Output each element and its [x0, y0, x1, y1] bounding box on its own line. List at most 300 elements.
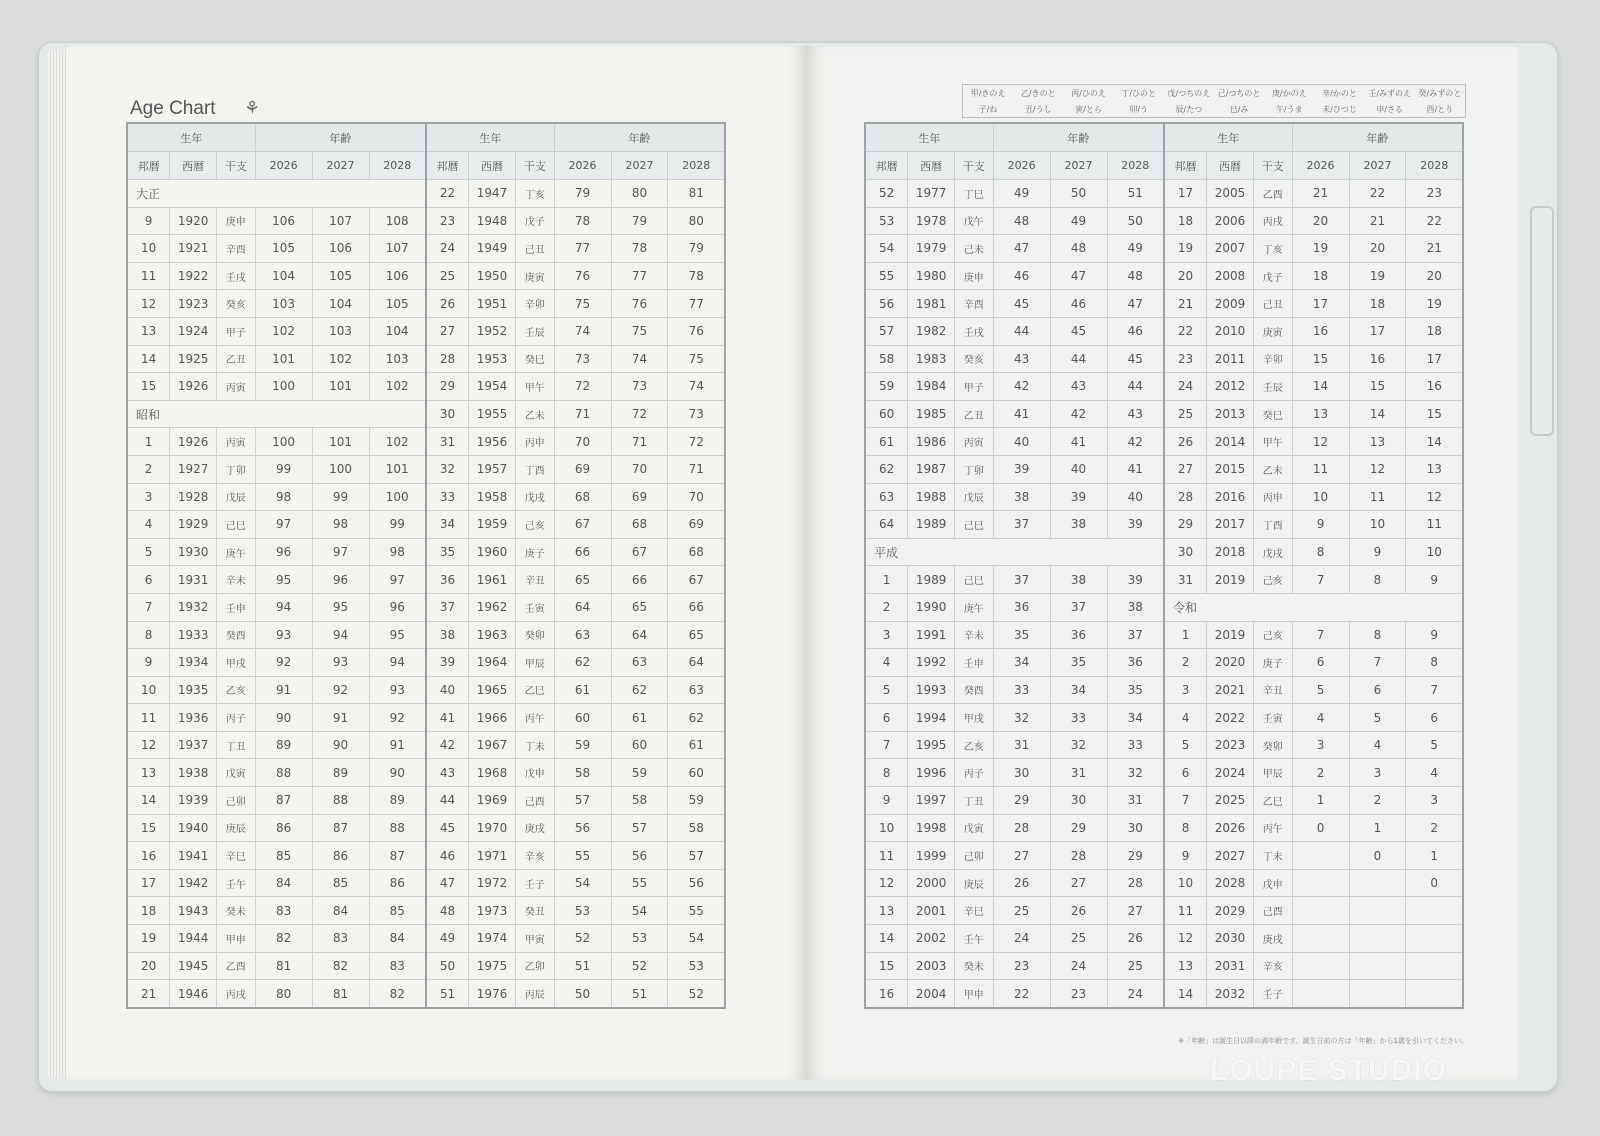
zodiac: 庚戌	[515, 814, 554, 842]
western-year: 1959	[469, 511, 516, 539]
age-2026	[1292, 869, 1349, 897]
age-2028: 44	[1107, 373, 1164, 401]
zodiac: 辛卯	[1253, 345, 1292, 373]
table-row	[127, 621, 725, 649]
zodiac: 庚午	[216, 538, 255, 566]
header-zodiac: 干支	[1253, 152, 1292, 180]
age-2027: 57	[611, 814, 668, 842]
age-2026: 65	[554, 566, 611, 594]
western-year: 1941	[170, 842, 217, 870]
era-year: 3	[865, 621, 908, 649]
western-year: 1945	[170, 952, 217, 980]
age-2027: 53	[611, 925, 668, 953]
era-year: 46	[426, 842, 469, 870]
header-y2: 2027	[1050, 152, 1107, 180]
era-year: 49	[426, 925, 469, 953]
age-2026: 37	[993, 511, 1050, 539]
age-2027: 5	[1349, 704, 1406, 732]
age-2027: 103	[312, 317, 369, 345]
western-year: 1997	[908, 787, 955, 815]
age-2028: 101	[369, 455, 426, 483]
table-row	[865, 704, 1463, 732]
age-2026	[1292, 925, 1349, 953]
header-age: 年齢	[554, 123, 725, 152]
table-row	[865, 290, 1463, 318]
footnote: ※「年齢」は誕生日以降の満年齢です。誕生日前の方は「年齢」から1歳を引いてください。	[1178, 1037, 1468, 1045]
table-row	[127, 980, 725, 1008]
header-zodiac: 干支	[515, 152, 554, 180]
age-2027: 56	[611, 842, 668, 870]
western-year: 1928	[170, 483, 217, 511]
header-birth-year: 生年	[127, 123, 255, 152]
table-row	[127, 925, 725, 953]
age-2028: 38	[1107, 593, 1164, 621]
zodiac: 癸巳	[515, 345, 554, 373]
era-year: 50	[426, 952, 469, 980]
era-year: 25	[426, 262, 469, 290]
age-2026: 84	[255, 869, 312, 897]
era-year: 3	[1164, 676, 1207, 704]
western-year: 1921	[170, 235, 217, 263]
age-2027: 75	[611, 317, 668, 345]
western-year: 2005	[1207, 180, 1254, 208]
zodiac: 庚辰	[954, 869, 993, 897]
zodiac: 己卯	[954, 842, 993, 870]
age-2026: 44	[993, 317, 1050, 345]
age-2028: 92	[369, 704, 426, 732]
era-year: 29	[426, 373, 469, 401]
western-year: 1951	[469, 290, 516, 318]
zodiac: 丙子	[954, 759, 993, 787]
era-year: 10	[127, 235, 170, 263]
age-2026: 7	[1292, 566, 1349, 594]
table-row	[127, 869, 725, 897]
age-2027: 11	[1349, 483, 1406, 511]
age-2026: 88	[255, 759, 312, 787]
zodiac: 戊寅	[954, 814, 993, 842]
age-2028: 42	[1107, 428, 1164, 456]
age-2026: 18	[1292, 262, 1349, 290]
zodiac: 壬戌	[216, 262, 255, 290]
era-year: 53	[865, 207, 908, 235]
zodiac: 甲辰	[1253, 759, 1292, 787]
age-2026: 36	[993, 593, 1050, 621]
zodiac: 壬午	[216, 869, 255, 897]
age-2026: 73	[554, 345, 611, 373]
zodiac: 己巳	[954, 511, 993, 539]
zodiac: 甲子	[954, 373, 993, 401]
zodiac: 甲午	[515, 373, 554, 401]
zodiac: 庚寅	[515, 262, 554, 290]
age-2026: 53	[554, 897, 611, 925]
age-2027	[1349, 980, 1406, 1008]
age-2026	[1292, 842, 1349, 870]
age-2027: 77	[611, 262, 668, 290]
era-year: 15	[865, 952, 908, 980]
age-2027	[1349, 869, 1406, 897]
western-year: 1981	[908, 290, 955, 318]
era-year: 13	[1164, 952, 1207, 980]
era-year: 11	[1164, 897, 1207, 925]
zodiac: 丙辰	[515, 980, 554, 1008]
table-row	[127, 511, 725, 539]
zodiac: 辛酉	[216, 235, 255, 263]
western-year: 1933	[170, 621, 217, 649]
era-year: 31	[426, 428, 469, 456]
age-2028: 40	[1107, 483, 1164, 511]
age-2027: 91	[312, 704, 369, 732]
western-year: 1940	[170, 814, 217, 842]
age-2028: 24	[1107, 980, 1164, 1008]
era-year: 12	[127, 290, 170, 318]
age-2026: 40	[993, 428, 1050, 456]
western-year: 1932	[170, 593, 217, 621]
zodiac: 壬戌	[954, 317, 993, 345]
era-year: 22	[426, 180, 469, 208]
table-row	[127, 345, 725, 373]
zodiac: 乙巳	[515, 676, 554, 704]
western-year: 1972	[469, 869, 516, 897]
era-year: 14	[127, 345, 170, 373]
header-era-year: 邦暦	[1164, 152, 1207, 180]
legend-item: 乙/きのと	[1020, 88, 1056, 98]
age-2028: 3	[1406, 787, 1463, 815]
age-2027: 32	[1050, 731, 1107, 759]
age-2026: 41	[993, 400, 1050, 428]
western-year: 1935	[170, 676, 217, 704]
age-2026: 75	[554, 290, 611, 318]
header-y3: 2028	[1406, 152, 1463, 180]
era-name: 平成	[865, 538, 1164, 566]
table-row	[127, 373, 725, 401]
table-row	[865, 814, 1463, 842]
age-2028: 102	[369, 373, 426, 401]
legend-item: 巳/み	[1229, 104, 1249, 114]
zodiac: 癸卯	[515, 621, 554, 649]
era-year: 10	[127, 676, 170, 704]
age-2027	[1349, 925, 1406, 953]
age-2028: 13	[1406, 455, 1463, 483]
western-year: 1952	[469, 317, 516, 345]
age-2026: 106	[255, 207, 312, 235]
zodiac: 辛亥	[515, 842, 554, 870]
table-row	[127, 593, 725, 621]
era-year: 12	[127, 731, 170, 759]
western-year: 2007	[1207, 235, 1254, 263]
age-2026: 29	[993, 787, 1050, 815]
age-2028: 37	[1107, 621, 1164, 649]
age-2026: 80	[255, 980, 312, 1008]
era-year: 61	[865, 428, 908, 456]
age-2026: 34	[993, 649, 1050, 677]
western-year: 2014	[1207, 428, 1254, 456]
era-year: 58	[865, 345, 908, 373]
zodiac: 癸卯	[1253, 731, 1292, 759]
header-y1: 2026	[255, 152, 312, 180]
zodiac: 丙寅	[216, 428, 255, 456]
era-year: 48	[426, 897, 469, 925]
age-2028: 91	[369, 731, 426, 759]
era-year: 41	[426, 704, 469, 732]
age-2027: 52	[611, 952, 668, 980]
age-2026: 8	[1292, 538, 1349, 566]
age-2028: 108	[369, 207, 426, 235]
zodiac: 乙丑	[954, 400, 993, 428]
age-2028: 59	[668, 787, 725, 815]
era-year: 6	[865, 704, 908, 732]
western-year: 2015	[1207, 455, 1254, 483]
legend-item: 癸/みずのと	[1418, 88, 1462, 98]
western-year: 1938	[170, 759, 217, 787]
era-year: 26	[426, 290, 469, 318]
age-2027: 4	[1349, 731, 1406, 759]
age-2027: 99	[312, 483, 369, 511]
zodiac: 癸酉	[954, 676, 993, 704]
age-2026: 103	[255, 290, 312, 318]
age-2027: 82	[312, 952, 369, 980]
western-year: 2009	[1207, 290, 1254, 318]
table-row	[127, 649, 725, 677]
zodiac: 甲戌	[216, 649, 255, 677]
era-year: 26	[1164, 428, 1207, 456]
age-2027: 36	[1050, 621, 1107, 649]
western-year: 1985	[908, 400, 955, 428]
zodiac: 丁酉	[515, 455, 554, 483]
zodiac: 丙子	[216, 704, 255, 732]
zodiac: 壬子	[1253, 980, 1292, 1008]
age-2027: 51	[611, 980, 668, 1008]
western-year: 2010	[1207, 317, 1254, 345]
age-2027: 9	[1349, 538, 1406, 566]
age-2028: 88	[369, 814, 426, 842]
age-2028	[1406, 897, 1463, 925]
age-2027: 84	[312, 897, 369, 925]
age-2028: 14	[1406, 428, 1463, 456]
sprout-icon: ⚘	[244, 98, 261, 119]
age-2028: 21	[1406, 235, 1463, 263]
age-2027: 10	[1349, 511, 1406, 539]
legend-item: 子/ね	[978, 104, 998, 114]
age-2026: 82	[255, 925, 312, 953]
header-age: 年齢	[1292, 123, 1463, 152]
age-2027: 81	[312, 980, 369, 1008]
zodiac: 乙未	[1253, 455, 1292, 483]
zodiac: 戊辰	[954, 483, 993, 511]
era-year: 27	[1164, 455, 1207, 483]
age-2028: 94	[369, 649, 426, 677]
zodiac: 丁亥	[515, 180, 554, 208]
age-2026: 7	[1292, 621, 1349, 649]
age-2026: 48	[993, 207, 1050, 235]
age-2028: 96	[369, 593, 426, 621]
table-row	[127, 814, 725, 842]
age-2027: 13	[1349, 428, 1406, 456]
western-year: 2013	[1207, 400, 1254, 428]
era-year: 25	[1164, 400, 1207, 428]
age-2027: 78	[611, 235, 668, 263]
age-2028: 51	[1107, 180, 1164, 208]
age-2028: 67	[668, 566, 725, 594]
age-2027: 3	[1349, 759, 1406, 787]
age-2028: 60	[668, 759, 725, 787]
era-year: 9	[127, 207, 170, 235]
zodiac: 甲戌	[954, 704, 993, 732]
western-year: 1957	[469, 455, 516, 483]
zodiac: 甲申	[216, 925, 255, 953]
western-year: 1954	[469, 373, 516, 401]
table-row	[865, 842, 1463, 870]
age-2028: 81	[668, 180, 725, 208]
age-2028: 9	[1406, 566, 1463, 594]
zodiac: 丙申	[1253, 483, 1292, 511]
western-year: 1920	[170, 207, 217, 235]
age-2028: 102	[369, 428, 426, 456]
western-year: 1927	[170, 455, 217, 483]
western-year: 1987	[908, 455, 955, 483]
zodiac: 乙亥	[216, 676, 255, 704]
zodiac: 丙寅	[954, 428, 993, 456]
table-row	[127, 262, 725, 290]
western-year: 1937	[170, 731, 217, 759]
age-2026: 15	[1292, 345, 1349, 373]
western-year: 1956	[469, 428, 516, 456]
header-y1: 2026	[993, 152, 1050, 180]
zodiac: 辛巳	[216, 842, 255, 870]
age-2026	[1292, 980, 1349, 1008]
zodiac: 乙未	[515, 400, 554, 428]
era-year: 57	[865, 317, 908, 345]
age-2026: 56	[554, 814, 611, 842]
legend-item: 己/つちのと	[1217, 88, 1261, 98]
western-year: 1989	[908, 511, 955, 539]
age-2028: 80	[668, 207, 725, 235]
era-year: 10	[1164, 869, 1207, 897]
age-2027: 23	[1050, 980, 1107, 1008]
age-2028: 28	[1107, 869, 1164, 897]
table-row	[127, 207, 725, 235]
age-2028: 63	[668, 676, 725, 704]
age-2028: 99	[369, 511, 426, 539]
era-year: 23	[1164, 345, 1207, 373]
table-row	[127, 842, 725, 870]
table-row	[865, 483, 1463, 511]
western-year: 1976	[469, 980, 516, 1008]
age-2027: 28	[1050, 842, 1107, 870]
age-2026: 1	[1292, 787, 1349, 815]
header-birth-year: 生年	[426, 123, 554, 152]
age-2028: 36	[1107, 649, 1164, 677]
age-2026: 22	[993, 980, 1050, 1008]
age-2027: 19	[1349, 262, 1406, 290]
age-2028	[1406, 952, 1463, 980]
table-row	[865, 621, 1463, 649]
age-2026: 72	[554, 373, 611, 401]
age-2027: 90	[312, 731, 369, 759]
age-2026: 100	[255, 428, 312, 456]
western-year: 2032	[1207, 980, 1254, 1008]
zodiac: 壬午	[954, 925, 993, 953]
western-year: 1978	[908, 207, 955, 235]
age-2027: 34	[1050, 676, 1107, 704]
western-year: 1984	[908, 373, 955, 401]
header-western: 西暦	[170, 152, 217, 180]
zodiac: 辛丑	[515, 566, 554, 594]
age-2026: 32	[993, 704, 1050, 732]
age-2028: 8	[1406, 649, 1463, 677]
age-2028: 75	[668, 345, 725, 373]
age-2026: 43	[993, 345, 1050, 373]
age-2027: 64	[611, 621, 668, 649]
age-2028: 26	[1107, 925, 1164, 953]
western-year: 2004	[908, 980, 955, 1008]
era-year: 51	[426, 980, 469, 1008]
table-row	[865, 538, 1463, 566]
zodiac: 丙午	[515, 704, 554, 732]
age-2026: 3	[1292, 731, 1349, 759]
table-row	[127, 566, 725, 594]
zodiac: 丙戌	[216, 980, 255, 1008]
age-2028: 0	[1406, 869, 1463, 897]
header-y3: 2028	[1107, 152, 1164, 180]
age-2027: 70	[611, 455, 668, 483]
zodiac: 甲午	[1253, 428, 1292, 456]
zodiac: 丙午	[1253, 814, 1292, 842]
age-2026: 95	[255, 566, 312, 594]
western-year: 2021	[1207, 676, 1254, 704]
table-row	[127, 290, 725, 318]
age-2027: 49	[1050, 207, 1107, 235]
age-2027: 61	[611, 704, 668, 732]
age-2028: 107	[369, 235, 426, 263]
age-2027: 43	[1050, 373, 1107, 401]
era-year: 59	[865, 373, 908, 401]
zodiac: 戊子	[515, 207, 554, 235]
zodiac: 辛丑	[1253, 676, 1292, 704]
western-year: 2002	[908, 925, 955, 953]
age-2027: 72	[611, 400, 668, 428]
zodiac: 壬辰	[515, 317, 554, 345]
age-2028: 106	[369, 262, 426, 290]
age-2027: 62	[611, 676, 668, 704]
western-year: 1973	[469, 897, 516, 925]
age-2026: 59	[554, 731, 611, 759]
zodiac: 甲寅	[515, 925, 554, 953]
table-row	[865, 731, 1463, 759]
age-2028: 72	[668, 428, 725, 456]
age-2027: 79	[611, 207, 668, 235]
age-2026: 28	[993, 814, 1050, 842]
age-2028: 15	[1406, 400, 1463, 428]
age-2028: 90	[369, 759, 426, 787]
western-year: 2012	[1207, 373, 1254, 401]
zodiac: 丙申	[515, 428, 554, 456]
age-2028: 43	[1107, 400, 1164, 428]
age-2026: 74	[554, 317, 611, 345]
age-2028: 39	[1107, 511, 1164, 539]
age-2027: 59	[611, 759, 668, 787]
age-2027: 55	[611, 869, 668, 897]
age-2026: 27	[993, 842, 1050, 870]
age-2028: 79	[668, 235, 725, 263]
age-2026: 50	[554, 980, 611, 1008]
zodiac: 壬申	[216, 593, 255, 621]
era-year: 28	[426, 345, 469, 373]
age-2026: 4	[1292, 704, 1349, 732]
era-year: 20	[127, 952, 170, 980]
western-year: 1965	[469, 676, 516, 704]
zodiac: 己未	[954, 235, 993, 263]
age-2028: 2	[1406, 814, 1463, 842]
